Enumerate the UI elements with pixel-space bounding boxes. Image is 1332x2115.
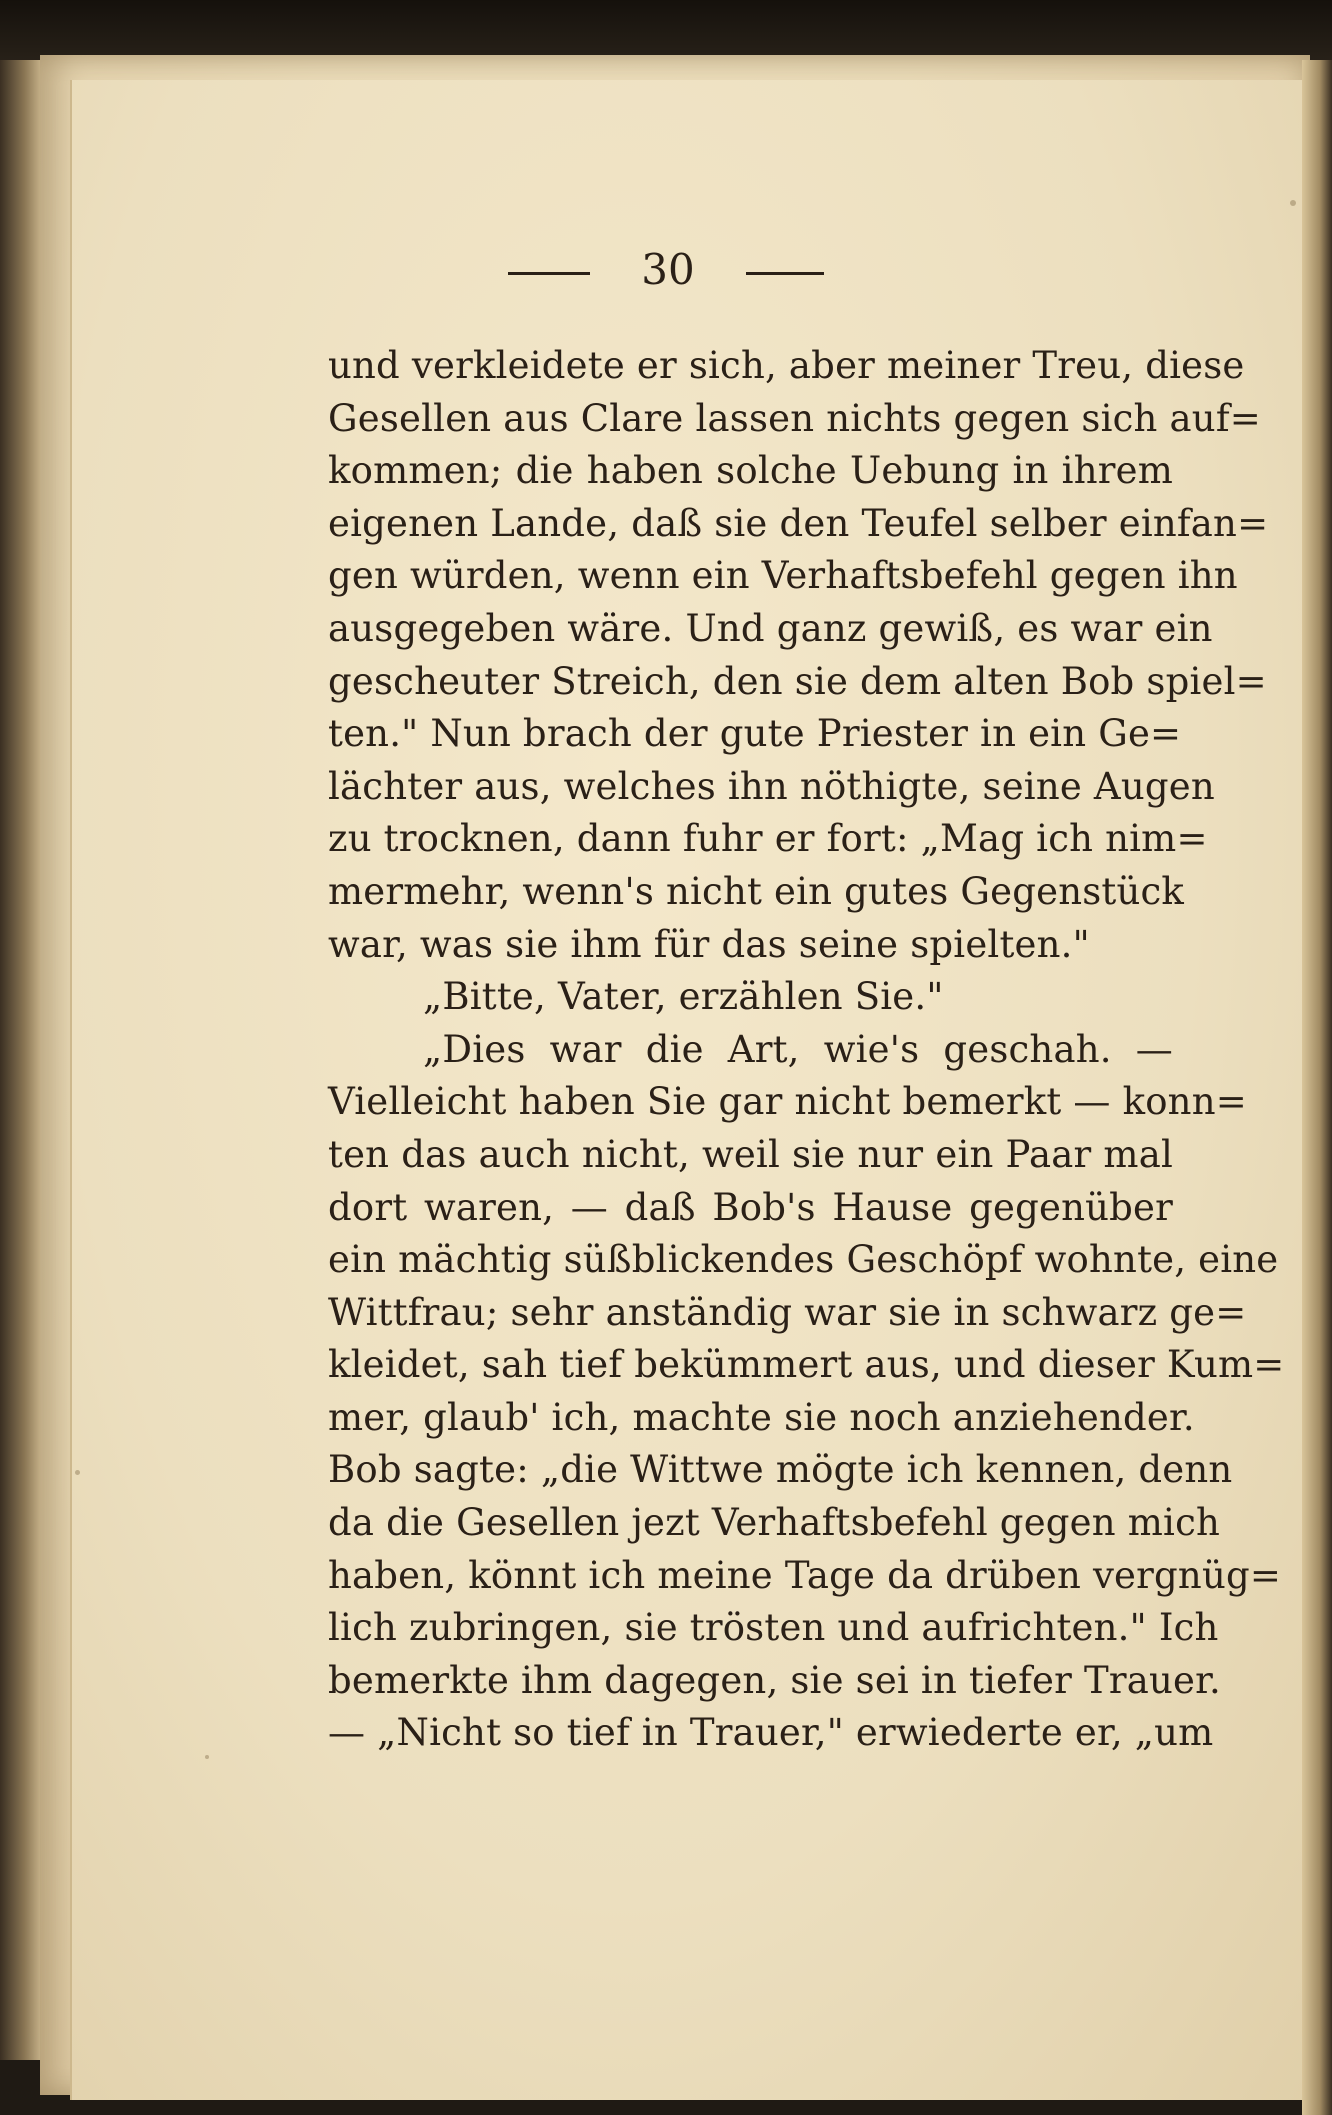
text-line: eigenen Lande, daß sie den Teufel selber einfan= (328, 501, 1269, 545)
text-line: gen würden, wenn ein Verhaftsbefehl gegen ihn (328, 554, 1238, 598)
text-line: haben, könnt ich meine Tage da drüben vergnüg= (328, 1553, 1282, 1597)
paper-spot (75, 1470, 80, 1475)
header-rule-left (508, 272, 590, 275)
text-line: ein mächtig süßblickendes Geschöpf wohnte, eine (328, 1238, 1279, 1282)
page-number: 30 (641, 245, 695, 294)
text-line: kleidet, sah tief bekümmert aus, und dieser Kum= (328, 1343, 1285, 1387)
text-line: mermehr, wenn's nicht ein gutes Gegenstück (328, 869, 1185, 913)
text-line: und verkleidete er sich, aber meiner Treu, diese (328, 344, 1245, 387)
text-line: Gesellen aus Clare lassen nichts gegen sich auf= (328, 396, 1261, 440)
text-line: kommen; die haben solche Uebung in ihrem (328, 449, 1173, 493)
text-line: dort waren, — daß Bob's Hause gegenüber (328, 1185, 1173, 1229)
text-line: ten das auch nicht, weil sie nur ein Paar mal (328, 1132, 1173, 1176)
text-line: ausgegeben wäre. Und ganz gewiß, es war ein (328, 606, 1213, 650)
text-line: „Dies war die Art, wie's geschah. — (423, 1027, 1173, 1071)
page-header (0, 245, 1332, 294)
text-line: gescheuter Streich, den sie dem alten Bob spiel= (328, 659, 1267, 703)
text-line: Wittfrau; sehr anständig war sie in schwarz ge= (328, 1290, 1247, 1334)
body-text (328, 340, 1285, 1760)
header-rule-right (746, 272, 824, 275)
text-line: bemerkte ihm dagegen, sie sei in tiefer Trauer. (328, 1658, 1221, 1702)
page-right-edge (1302, 60, 1332, 2115)
text-line: Vielleicht haben Sie gar nicht bemerkt — konn= (328, 1080, 1247, 1124)
paper-spot (205, 1755, 209, 1759)
text-line: war, was sie ihm für das seine spielten." (328, 922, 1090, 966)
text-line: lich zubringen, sie trösten und aufrichten." Ich (328, 1606, 1219, 1650)
paper-spot (1290, 200, 1296, 206)
text-line: ten." Nun brach der gute Priester in ein Ge= (328, 712, 1182, 756)
text-line: mer, glaub' ich, machte sie noch anziehender. (328, 1395, 1195, 1439)
text-line: Bob sagte: „die Wittwe mögte ich kennen, denn (328, 1448, 1233, 1492)
text-line: „Bitte, Vater, erzählen Sie." (423, 975, 944, 1019)
text-line: lächter aus, welches ihn nöthigte, seine Augen (328, 764, 1215, 808)
text-line: da die Gesellen jezt Verhaftsbefehl gegen mich (328, 1501, 1221, 1545)
text-line: — „Nicht so tief in Trauer," erwiederte er, „um (328, 1711, 1214, 1755)
text-line: zu trocknen, dann fuhr er fort: „Mag ich nim= (328, 817, 1208, 861)
